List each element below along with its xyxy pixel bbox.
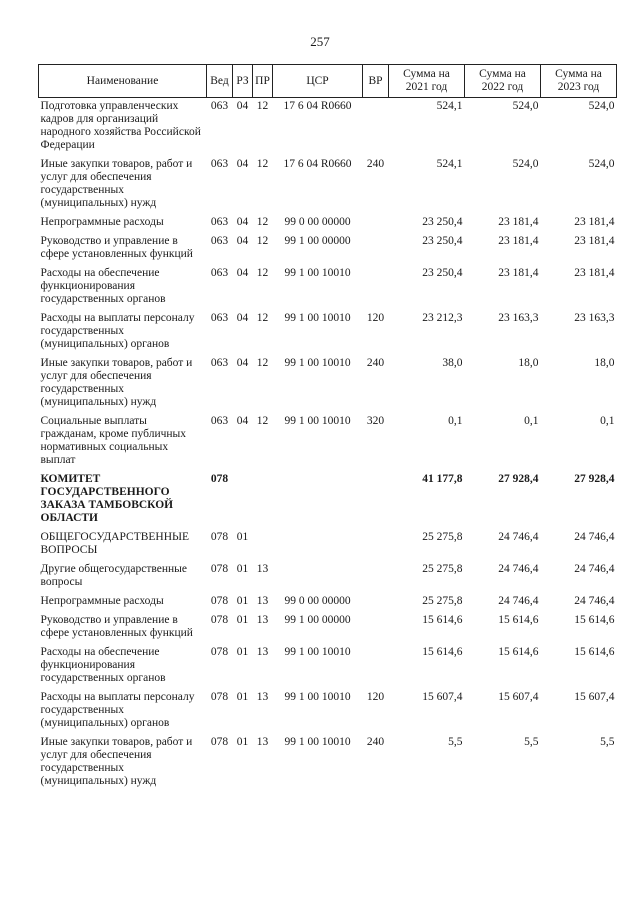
- header-csr: ЦСР: [273, 65, 363, 98]
- table-row: [39, 156, 617, 214]
- row-pr: 13: [256, 614, 269, 626]
- row-sum-2021: 5,5: [448, 736, 463, 748]
- table-row: [39, 413, 617, 471]
- row-ved: 063: [210, 312, 229, 324]
- row-name: Социальные выплаты гражданам, кроме публичных нормативных социальных выплат: [40, 415, 187, 466]
- header-sum-2023: Сумма на 2023 год: [541, 65, 617, 98]
- row-pr: [253, 529, 273, 561]
- table-row: [39, 310, 617, 355]
- row-vr: [363, 612, 389, 644]
- row-csr: 99 1 00 10010: [284, 357, 351, 369]
- row-pr: 12: [256, 357, 269, 369]
- row-pr: 12: [256, 158, 269, 170]
- budget-table: [38, 64, 617, 792]
- table-row: [39, 529, 617, 561]
- row-csr: 99 1 00 10010: [284, 736, 351, 748]
- page-number: 257: [310, 34, 330, 49]
- row-sum-2023: 15 607,4: [574, 691, 615, 703]
- table-row: [39, 471, 617, 529]
- row-sum-2023: 24 746,4: [574, 563, 615, 575]
- row-sum-2023: 23 181,4: [574, 267, 615, 279]
- row-csr: 99 1 00 10010: [284, 691, 351, 703]
- row-vr: [363, 529, 389, 561]
- row-pr: 12: [256, 235, 269, 247]
- table-row: [39, 233, 617, 265]
- row-sum-2021: 23 250,4: [422, 216, 463, 228]
- row-name: Другие общегосударственные вопросы: [40, 563, 187, 588]
- row-name: Расходы на обеспечение функционирования государственных органов: [40, 267, 166, 305]
- row-rz: 01: [236, 563, 249, 575]
- row-sum-2021: 41 177,8: [422, 473, 463, 485]
- row-csr: [273, 529, 363, 561]
- row-ved: 078: [210, 595, 229, 607]
- row-sum-2021: 524,1: [436, 158, 463, 170]
- row-csr: 99 0 00 00000: [284, 216, 351, 228]
- table-body: [39, 98, 617, 793]
- row-vr: 320: [366, 415, 385, 427]
- row-sum-2021: 15 614,6: [422, 646, 463, 658]
- row-sum-2022: 15 607,4: [498, 691, 539, 703]
- table-header-row: [39, 65, 617, 98]
- header-sum-2022: Сумма на 2022 год: [465, 65, 541, 98]
- row-rz: 04: [236, 267, 249, 279]
- header-rz: РЗ: [233, 65, 253, 98]
- row-rz: 01: [236, 595, 249, 607]
- table-row: [39, 98, 617, 157]
- row-pr: 13: [256, 691, 269, 703]
- row-sum-2023: 23 181,4: [574, 216, 615, 228]
- row-sum-2022: 0,1: [524, 415, 539, 427]
- row-csr: [273, 471, 363, 529]
- row-vr: [363, 644, 389, 689]
- row-name: Непрограммные расходы: [40, 216, 164, 228]
- row-rz: 04: [236, 235, 249, 247]
- row-csr: [273, 561, 363, 593]
- row-rz: 01: [236, 691, 249, 703]
- row-rz: [233, 471, 253, 529]
- header-name: Наименование: [39, 65, 207, 98]
- row-sum-2023: 24 746,4: [574, 531, 615, 543]
- row-name: Иные закупки товаров, работ и услуг для обеспечения государственных (муниципальных) нужд: [40, 357, 193, 408]
- row-rz: 04: [236, 357, 249, 369]
- row-sum-2022: 524,0: [512, 158, 539, 170]
- row-vr: [363, 98, 389, 157]
- table-row: [39, 689, 617, 734]
- row-sum-2021: 23 250,4: [422, 235, 463, 247]
- table-row: [39, 612, 617, 644]
- row-name: Непрограммные расходы: [40, 595, 164, 607]
- row-sum-2022: 5,5: [524, 736, 539, 748]
- row-vr: [363, 233, 389, 265]
- row-pr: 13: [256, 563, 269, 575]
- row-sum-2021: 25 275,8: [422, 595, 463, 607]
- row-sum-2023: 27 928,4: [574, 473, 615, 485]
- row-ved: 063: [210, 100, 229, 112]
- row-sum-2022: 524,0: [512, 100, 539, 112]
- row-sum-2022: 23 181,4: [498, 216, 539, 228]
- row-pr: 12: [256, 267, 269, 279]
- header-sum-2021: Сумма на 2021 год: [389, 65, 465, 98]
- row-sum-2022: 27 928,4: [498, 473, 539, 485]
- row-csr: 99 1 00 00000: [284, 235, 351, 247]
- row-sum-2023: 5,5: [600, 736, 615, 748]
- row-ved: 078: [210, 563, 229, 575]
- row-rz: 04: [236, 216, 249, 228]
- row-name: КОМИТЕТ ГОСУДАРСТВЕННОГО ЗАКАЗА ТАМБОВСКОЙ ОБЛАСТИ: [40, 473, 174, 524]
- row-vr: [363, 593, 389, 612]
- row-sum-2023: 24 746,4: [574, 595, 615, 607]
- row-pr: 12: [256, 312, 269, 324]
- row-pr: 13: [256, 595, 269, 607]
- row-sum-2022: 23 163,3: [498, 312, 539, 324]
- table-row: [39, 734, 617, 792]
- row-sum-2023: 0,1: [600, 415, 615, 427]
- row-rz: 01: [236, 736, 249, 748]
- row-csr: 99 1 00 10010: [284, 312, 351, 324]
- row-sum-2023: 23 181,4: [574, 235, 615, 247]
- row-sum-2021: 25 275,8: [422, 563, 463, 575]
- row-sum-2023: 18,0: [594, 357, 615, 369]
- table-row: [39, 214, 617, 233]
- row-rz: 01: [236, 531, 249, 543]
- row-sum-2023: 23 163,3: [574, 312, 615, 324]
- row-name: Руководство и управление в сфере установленных функций: [40, 614, 193, 639]
- table-row: [39, 644, 617, 689]
- row-ved: 078: [210, 691, 229, 703]
- row-sum-2021: 0,1: [448, 415, 463, 427]
- row-rz: 04: [236, 415, 249, 427]
- row-sum-2021: 15 614,6: [422, 614, 463, 626]
- header-vr: ВР: [363, 65, 389, 98]
- row-sum-2022: 23 181,4: [498, 235, 539, 247]
- row-vr: 240: [366, 736, 385, 748]
- row-pr: 12: [256, 415, 269, 427]
- row-rz: 04: [236, 100, 249, 112]
- row-sum-2022: 23 181,4: [498, 267, 539, 279]
- row-vr: 120: [366, 312, 385, 324]
- row-sum-2022: 24 746,4: [498, 595, 539, 607]
- row-ved: 078: [210, 646, 229, 658]
- row-vr: 120: [366, 691, 385, 703]
- row-sum-2022: 18,0: [518, 357, 539, 369]
- row-sum-2023: 15 614,6: [574, 646, 615, 658]
- row-sum-2021: 23 212,3: [422, 312, 463, 324]
- row-pr: 12: [256, 100, 269, 112]
- row-pr: [253, 471, 273, 529]
- row-ved: 063: [210, 357, 229, 369]
- table-row: [39, 593, 617, 612]
- row-csr: 17 6 04 R0660: [283, 158, 352, 170]
- row-csr: 99 0 00 00000: [284, 595, 351, 607]
- row-vr: 240: [366, 357, 385, 369]
- row-name: Подготовка управленческих кадров для организаций народного хозяйства Российской Федерации: [40, 100, 201, 151]
- row-sum-2021: 524,1: [436, 100, 463, 112]
- row-csr: 99 1 00 10010: [284, 267, 351, 279]
- row-ved: 063: [210, 415, 229, 427]
- table-row: [39, 265, 617, 310]
- row-sum-2022: 15 614,6: [498, 646, 539, 658]
- row-sum-2021: 25 275,8: [422, 531, 463, 543]
- row-ved: 078: [210, 736, 229, 748]
- row-ved: 078: [210, 473, 229, 485]
- row-ved: 078: [210, 614, 229, 626]
- row-rz: 04: [236, 158, 249, 170]
- row-rz: 01: [236, 646, 249, 658]
- row-pr: 13: [256, 736, 269, 748]
- row-sum-2021: 15 607,4: [422, 691, 463, 703]
- row-vr: [363, 265, 389, 310]
- row-name: Расходы на выплаты персоналу государственных (муниципальных) органов: [40, 312, 195, 350]
- row-vr: [363, 214, 389, 233]
- row-name: Иные закупки товаров, работ и услуг для обеспечения государственных (муниципальных) нужд: [40, 736, 193, 787]
- row-ved: 063: [210, 235, 229, 247]
- row-name: Расходы на выплаты персоналу государственных (муниципальных) органов: [40, 691, 195, 729]
- row-rz: 04: [236, 312, 249, 324]
- row-vr: [363, 471, 389, 529]
- row-pr: 12: [256, 216, 269, 228]
- row-name: Руководство и управление в сфере установленных функций: [40, 235, 193, 260]
- row-csr: 99 1 00 00000: [284, 614, 351, 626]
- row-ved: 078: [210, 531, 229, 543]
- row-sum-2023: 524,0: [588, 158, 615, 170]
- row-sum-2023: 15 614,6: [574, 614, 615, 626]
- row-ved: 063: [210, 216, 229, 228]
- row-csr: 99 1 00 10010: [284, 646, 351, 658]
- row-ved: 063: [210, 158, 229, 170]
- row-sum-2021: 38,0: [442, 357, 463, 369]
- row-vr: 240: [366, 158, 385, 170]
- table-row: [39, 355, 617, 413]
- row-rz: 01: [236, 614, 249, 626]
- row-sum-2021: 23 250,4: [422, 267, 463, 279]
- row-csr: 17 6 04 R0660: [283, 100, 352, 112]
- row-sum-2022: 24 746,4: [498, 563, 539, 575]
- row-sum-2022: 24 746,4: [498, 531, 539, 543]
- row-name: ОБЩЕГОСУДАРСТВЕННЫЕ ВОПРОСЫ: [40, 531, 190, 556]
- table-row: [39, 561, 617, 593]
- header-ved: Вед: [207, 65, 233, 98]
- row-sum-2022: 15 614,6: [498, 614, 539, 626]
- row-vr: [363, 561, 389, 593]
- row-csr: 99 1 00 10010: [284, 415, 351, 427]
- row-pr: 13: [256, 646, 269, 658]
- row-name: Расходы на обеспечение функционирования государственных органов: [40, 646, 166, 684]
- row-sum-2023: 524,0: [588, 100, 615, 112]
- row-ved: 063: [210, 267, 229, 279]
- header-pr: ПР: [253, 65, 273, 98]
- row-name: Иные закупки товаров, работ и услуг для обеспечения государственных (муниципальных) нужд: [40, 158, 193, 209]
